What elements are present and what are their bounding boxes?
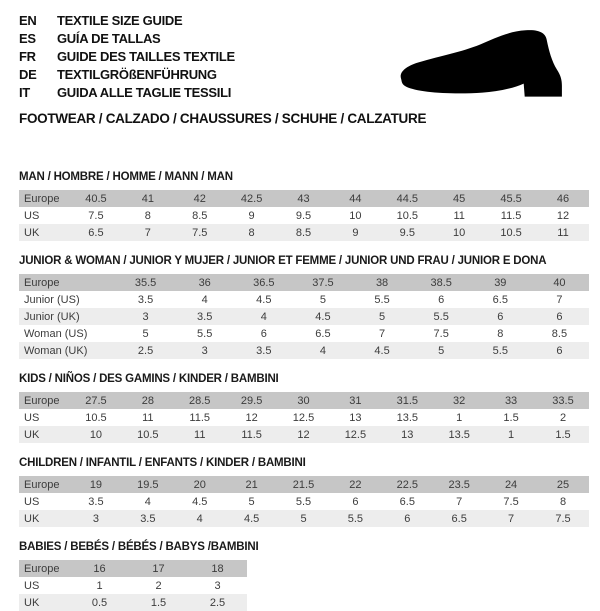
table-row: [19, 207, 589, 224]
size-value: 7: [144, 226, 151, 239]
size-tables: [19, 170, 590, 611]
language-code: FR: [19, 49, 36, 64]
size-value: 1: [96, 579, 103, 592]
row-label: Woman (US): [24, 327, 88, 340]
size-value: 4.5: [243, 512, 260, 525]
size-value: 5: [379, 310, 386, 323]
row-label: Europe: [24, 394, 60, 407]
size-value: 10.5: [396, 209, 418, 222]
size-value: 13: [401, 428, 414, 441]
size-value: 4.5: [374, 344, 390, 357]
size-value: 23.5: [448, 478, 470, 491]
size-value: 7: [556, 293, 563, 306]
size-value: 1: [508, 428, 515, 441]
size-value: 9.5: [399, 226, 415, 239]
row-label: Europe: [24, 478, 60, 491]
row-label: Europe: [24, 562, 60, 575]
size-value: 6: [438, 293, 445, 306]
size-value: 19: [89, 478, 103, 491]
size-value: 3: [214, 579, 221, 592]
language-code: IT: [19, 85, 30, 100]
size-value: 1.5: [150, 596, 167, 609]
size-value: 5.5: [295, 495, 312, 508]
size-value: 0.5: [91, 596, 108, 609]
size-section: [19, 456, 590, 527]
size-value: 45.5: [500, 192, 522, 205]
size-table: [19, 274, 589, 359]
size-value: 33: [504, 394, 518, 407]
size-value: 11: [453, 209, 465, 222]
size-value: 2: [559, 411, 567, 424]
size-value: 6.5: [451, 512, 467, 525]
row-label: UK: [24, 428, 40, 441]
size-value: 11: [557, 226, 569, 239]
guide-title-it: GUIDA ALLE TAGLIE TESSILI: [57, 85, 232, 100]
size-value: 8: [497, 327, 504, 340]
size-value: 5.5: [492, 344, 508, 357]
size-value: 4: [144, 495, 151, 508]
dress-shoe-icon: [394, 28, 580, 104]
row-label: Junior (UK): [24, 310, 80, 323]
size-value: 6.5: [315, 327, 331, 340]
size-value: 5: [142, 327, 149, 340]
size-value: 9.5: [295, 209, 312, 222]
size-value: 6: [497, 310, 504, 323]
size-value: 6.5: [88, 226, 104, 239]
row-label: US: [24, 495, 40, 508]
size-value: 36.5: [253, 276, 275, 289]
size-value: 5: [248, 495, 255, 508]
category-line: FOOTWEAR / CALZADO / CHAUSSURES / SCHUHE / CALZATURE: [19, 111, 427, 126]
size-value: 4: [260, 310, 267, 323]
section-title: KIDS / NIÑOS / DES GAMINS / KINDER / BAMBINI: [19, 373, 279, 385]
size-value: 31: [349, 394, 362, 407]
size-value: 3.5: [88, 495, 104, 508]
size-value: 8.5: [192, 209, 208, 222]
size-value: 10: [89, 428, 103, 441]
size-value: 12: [245, 411, 258, 424]
size-value: 17: [152, 562, 165, 575]
size-value: 27.5: [85, 394, 107, 407]
size-value: 7.5: [503, 495, 519, 508]
size-value: 5: [319, 293, 326, 306]
size-value: 12: [297, 428, 310, 441]
size-value: 22: [349, 478, 362, 491]
size-table: [19, 560, 247, 611]
size-value: 20: [193, 478, 206, 491]
size-value: 4.5: [256, 293, 272, 306]
section-title: CHILDREN / INFANTIL / ENFANTS / KINDER / BAMBINI: [19, 457, 306, 469]
size-table: [19, 190, 589, 241]
size-value: 8: [248, 226, 255, 239]
size-value: 22.5: [396, 478, 418, 491]
size-value: 7.5: [192, 226, 208, 239]
table-row: [19, 308, 589, 325]
size-value: 4: [201, 293, 208, 306]
size-value: 5.5: [374, 293, 390, 306]
size-value: 11.5: [189, 411, 211, 424]
size-value: 3.5: [140, 512, 156, 525]
size-value: 8: [144, 209, 151, 222]
table-row: [19, 224, 589, 241]
size-value: 2: [155, 579, 162, 592]
table-row: [19, 409, 589, 426]
size-value: 42.5: [240, 192, 263, 205]
size-value: 6: [352, 495, 359, 508]
row-label: US: [24, 411, 40, 424]
size-value: 3: [201, 344, 208, 357]
table-row: [19, 325, 589, 342]
size-value: 40: [553, 276, 566, 289]
table-row: [19, 342, 589, 359]
size-value: 6.5: [399, 495, 415, 508]
size-value: 6: [556, 310, 563, 323]
size-value: 45: [453, 192, 466, 205]
size-section: [19, 254, 590, 359]
language-code: EN: [19, 13, 37, 28]
size-value: 11.5: [500, 209, 522, 222]
guide-title-de: TEXTILGRÖßENFÜHRUNG: [57, 67, 217, 82]
size-value: 8.5: [295, 226, 312, 239]
size-value: 5.5: [197, 327, 213, 340]
table-row: [19, 493, 589, 510]
row-label: UK: [24, 226, 40, 239]
size-value: 11.5: [241, 428, 262, 441]
size-value: 31.5: [396, 394, 418, 407]
size-value: 6: [260, 327, 267, 340]
size-value: 6: [404, 512, 411, 525]
section-title: MAN / HOMBRE / HOMME / MANN / MAN: [19, 171, 233, 183]
size-value: 46: [556, 192, 570, 205]
size-value: 7: [456, 495, 463, 508]
size-value: 43: [297, 192, 310, 205]
size-value: 10: [453, 226, 466, 239]
size-value: 6.5: [492, 293, 508, 306]
size-value: 28: [141, 394, 154, 407]
table-row: [19, 560, 247, 577]
table-row: [19, 190, 589, 207]
size-value: 28.5: [189, 394, 211, 407]
table-row: [19, 476, 589, 493]
size-value: 5.5: [347, 512, 364, 525]
size-value: 3: [92, 512, 99, 525]
size-value: 21: [245, 478, 258, 491]
table-row: [19, 510, 589, 527]
size-value: 1.5: [555, 428, 571, 441]
size-value: 12: [556, 209, 570, 222]
size-value: 44.5: [396, 192, 418, 205]
size-value: 13.5: [448, 428, 470, 441]
language-code: ES: [19, 31, 36, 46]
size-value: 10.5: [85, 411, 107, 424]
row-label: UK: [24, 512, 40, 525]
table-row: [19, 274, 589, 291]
size-value: 18: [211, 562, 224, 575]
size-value: 37.5: [312, 276, 334, 289]
size-value: 42: [193, 192, 206, 205]
size-value: 10: [349, 209, 362, 222]
size-value: 11: [142, 411, 154, 424]
size-value: 35.5: [134, 276, 157, 289]
size-section: [19, 372, 590, 443]
row-label: Woman (UK): [24, 344, 88, 357]
size-value: 3.5: [197, 310, 213, 323]
size-value: 16: [93, 562, 106, 575]
size-value: 3.5: [256, 344, 272, 357]
size-value: 5.5: [433, 310, 449, 323]
size-value: 10.5: [500, 226, 522, 239]
size-value: 7.5: [555, 512, 571, 525]
size-value: 12.5: [292, 411, 315, 424]
size-value: 8.5: [551, 327, 568, 340]
size-value: 3.5: [137, 293, 154, 306]
section-title: JUNIOR & WOMAN / JUNIOR Y MUJER / JUNIOR ET FEMME / JUNIOR UND FRAU / JUNIOR E DONA: [19, 255, 547, 267]
size-table: [19, 392, 589, 443]
size-value: 39: [494, 276, 507, 289]
size-value: 29.5: [240, 394, 263, 407]
size-value: 44: [349, 192, 362, 205]
row-label: US: [24, 579, 40, 592]
size-value: 19.5: [137, 478, 159, 491]
size-value: 9: [352, 226, 359, 239]
size-value: 12.5: [344, 428, 367, 441]
table-row: [19, 577, 247, 594]
size-value: 1: [456, 411, 463, 424]
guide-title-en: TEXTILE SIZE GUIDE: [57, 13, 183, 28]
size-value: 24: [504, 478, 518, 491]
row-label: Europe: [24, 192, 60, 205]
size-value: 6: [556, 344, 563, 357]
size-value: 13: [349, 411, 362, 424]
row-label: Junior (US): [24, 293, 80, 306]
guide-title-fr: GUIDE DES TAILLES TEXTILE: [57, 49, 235, 64]
size-value: 7: [508, 512, 515, 525]
language-code: DE: [19, 67, 37, 82]
table-row: [19, 426, 589, 443]
size-value: 7: [379, 327, 386, 340]
size-value: 2.5: [209, 596, 226, 609]
size-value: 32: [453, 394, 466, 407]
size-value: 13.5: [396, 411, 418, 424]
size-value: 2.5: [137, 344, 154, 357]
size-value: 4: [319, 344, 326, 357]
size-value: 40.5: [85, 192, 107, 205]
size-value: 5: [300, 512, 307, 525]
row-label: US: [24, 209, 40, 222]
size-value: 7.5: [88, 209, 104, 222]
size-value: 7.5: [433, 327, 449, 340]
size-value: 41: [141, 192, 154, 205]
size-value: 38.5: [430, 276, 452, 289]
table-row: [19, 594, 247, 611]
size-value: 10.5: [137, 428, 159, 441]
size-value: 8: [559, 495, 567, 508]
size-value: 1.5: [503, 411, 519, 424]
table-row: [19, 392, 589, 409]
row-label: Europe: [24, 276, 60, 289]
size-value: 4: [196, 512, 203, 525]
size-value: 30: [297, 394, 310, 407]
size-value: 3: [142, 310, 149, 323]
size-section: [19, 170, 590, 241]
size-value: 36: [198, 276, 211, 289]
size-value: 4.5: [192, 495, 208, 508]
size-table: [19, 476, 589, 527]
size-value: 5: [438, 344, 445, 357]
size-value: 33.5: [552, 394, 574, 407]
size-value: 9: [248, 209, 255, 222]
section-title: BABIES / BEBÉS / BÉBÉS / BABYS /BAMBINI: [19, 541, 259, 553]
table-row: [19, 291, 589, 308]
size-value: 11: [194, 428, 206, 441]
size-value: 25: [556, 478, 570, 491]
size-value: 38: [375, 276, 389, 289]
size-value: 4.5: [315, 310, 331, 323]
row-label: UK: [24, 596, 40, 609]
guide-title-es: GUÍA DE TALLAS: [57, 31, 161, 46]
size-value: 21.5: [292, 478, 315, 491]
size-section: [19, 540, 590, 611]
